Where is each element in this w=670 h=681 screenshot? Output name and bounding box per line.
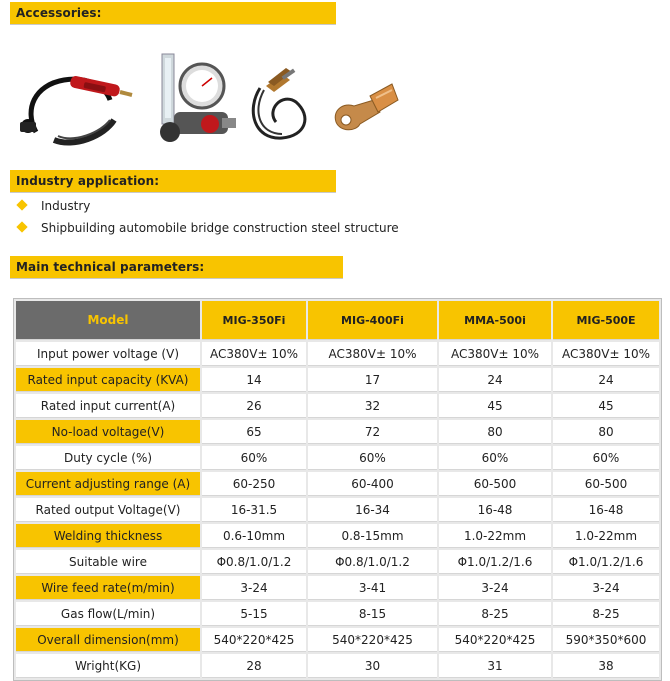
row-label: Rated input current(A) xyxy=(16,394,200,418)
table-row xyxy=(16,342,659,366)
table-cell: AC380V± 10% xyxy=(439,342,551,366)
table-cell: 3-41 xyxy=(308,576,437,600)
table-cell: AC380V± 10% xyxy=(202,342,306,366)
table-cell: 80 xyxy=(553,420,659,444)
table-cell: 32 xyxy=(308,394,437,418)
table-header-row xyxy=(16,301,659,340)
table-cell: 24 xyxy=(553,368,659,392)
industry-item-label: Industry xyxy=(41,199,91,213)
table-cell: 60-250 xyxy=(202,472,306,496)
table-cell: 0.8-15mm xyxy=(308,524,437,548)
row-label: Gas flow(L/min) xyxy=(16,602,200,626)
table-cell: 3-24 xyxy=(439,576,551,600)
table-cell: Φ1.0/1.2/1.6 xyxy=(553,550,659,574)
table-cell: 8-25 xyxy=(553,602,659,626)
table-row xyxy=(16,602,659,626)
section-accessories-title: Accessories: xyxy=(16,6,102,20)
table-cell: 1.0-22mm xyxy=(553,524,659,548)
table-cell: 24 xyxy=(439,368,551,392)
table-cell: 60% xyxy=(308,446,437,470)
section-accessories xyxy=(10,2,336,25)
table-cell: AC380V± 10% xyxy=(553,342,659,366)
welding-torch-icon xyxy=(14,40,136,160)
row-label: Rated input capacity (KVA) xyxy=(16,368,200,392)
header-model: Model xyxy=(16,301,200,340)
table-cell: 3-24 xyxy=(202,576,306,600)
table-cell: 16-34 xyxy=(308,498,437,522)
industry-item-label: Shipbuilding automobile bridge construction steel structure xyxy=(41,221,399,235)
table-cell: 45 xyxy=(439,394,551,418)
row-label: Duty cycle (%) xyxy=(16,446,200,470)
table-cell: 8-25 xyxy=(439,602,551,626)
diamond-bullet-icon xyxy=(16,199,27,210)
table-cell: 80 xyxy=(439,420,551,444)
row-label: Input power voltage (V) xyxy=(16,342,200,366)
table-cell: 3-24 xyxy=(553,576,659,600)
diamond-bullet-icon xyxy=(16,221,27,232)
list-item xyxy=(14,218,399,240)
table-cell: Φ1.0/1.2/1.6 xyxy=(439,550,551,574)
row-label: Suitable wire xyxy=(16,550,200,574)
table-cell: 590*350*600 xyxy=(553,628,659,652)
header-model-2: MIG-400Fi xyxy=(308,301,437,340)
row-label: Current adjusting range (A) xyxy=(16,472,200,496)
row-label: No-load voltage(V) xyxy=(16,420,200,444)
table-cell: 60-500 xyxy=(553,472,659,496)
table-cell: 60% xyxy=(553,446,659,470)
list-item xyxy=(14,196,399,218)
table-row xyxy=(16,472,659,496)
table-cell: 540*220*425 xyxy=(308,628,437,652)
table-cell: 26 xyxy=(202,394,306,418)
earth-clamp-icon xyxy=(246,40,322,160)
header-model-1: MIG-350Fi xyxy=(202,301,306,340)
industry-list xyxy=(14,196,399,240)
table-cell: 5-15 xyxy=(202,602,306,626)
table-cell: 45 xyxy=(553,394,659,418)
row-label: Wire feed rate(m/min) xyxy=(16,576,200,600)
table-cell: 8-15 xyxy=(308,602,437,626)
row-label: Wright(KG) xyxy=(16,654,200,678)
table-cell: 540*220*425 xyxy=(202,628,306,652)
table-cell: 0.6-10mm xyxy=(202,524,306,548)
table-cell: 17 xyxy=(308,368,437,392)
table-cell: 16-48 xyxy=(553,498,659,522)
table-row xyxy=(16,394,659,418)
table-cell: 1.0-22mm xyxy=(439,524,551,548)
table-cell: 30 xyxy=(308,654,437,678)
gas-regulator-icon xyxy=(156,40,240,160)
table-cell: 16-48 xyxy=(439,498,551,522)
header-model-4: MIG-500E xyxy=(553,301,659,340)
table-cell: 60% xyxy=(202,446,306,470)
header-model-3: MMA-500i xyxy=(439,301,551,340)
table-cell: 60-400 xyxy=(308,472,437,496)
parameters-table xyxy=(13,298,662,681)
cable-lug-icon xyxy=(330,40,400,160)
table-row xyxy=(16,498,659,522)
table-row xyxy=(16,420,659,444)
table-cell: AC380V± 10% xyxy=(308,342,437,366)
table-cell: 72 xyxy=(308,420,437,444)
table-cell: 16-31.5 xyxy=(202,498,306,522)
table-cell: 540*220*425 xyxy=(439,628,551,652)
table-cell: Φ0.8/1.0/1.2 xyxy=(308,550,437,574)
section-industry xyxy=(10,170,336,193)
table-cell: 60-500 xyxy=(439,472,551,496)
table-row xyxy=(16,654,659,678)
table-cell: 38 xyxy=(553,654,659,678)
table-cell: 60% xyxy=(439,446,551,470)
table-cell: 14 xyxy=(202,368,306,392)
row-label: Overall dimension(mm) xyxy=(16,628,200,652)
table-row xyxy=(16,576,659,600)
table-row xyxy=(16,628,659,652)
table-row xyxy=(16,446,659,470)
row-label: Welding thickness xyxy=(16,524,200,548)
section-industry-title: Industry application: xyxy=(16,174,160,188)
table-row xyxy=(16,368,659,392)
table-cell: 31 xyxy=(439,654,551,678)
table-row xyxy=(16,524,659,548)
table-cell: Φ0.8/1.0/1.2 xyxy=(202,550,306,574)
table-cell: 28 xyxy=(202,654,306,678)
section-params xyxy=(10,256,343,279)
section-params-title: Main technical parameters: xyxy=(16,260,205,274)
table-row xyxy=(16,550,659,574)
row-label: Rated output Voltage(V) xyxy=(16,498,200,522)
table-cell: 65 xyxy=(202,420,306,444)
